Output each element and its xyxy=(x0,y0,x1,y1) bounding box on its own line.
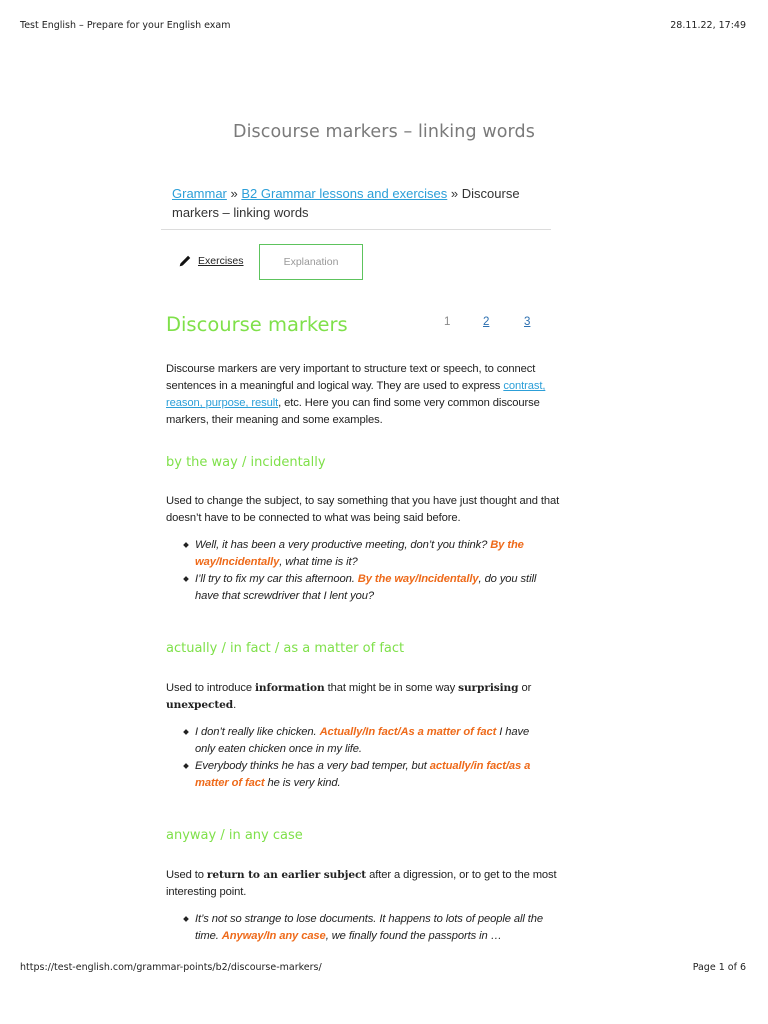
page-link-1[interactable]: 1 xyxy=(444,316,451,328)
print-footer-url: https://test-english.com/grammar-points/b2/discourse-markers/ xyxy=(20,962,322,973)
print-header-datetime: 28.11.22, 17:49 xyxy=(670,20,746,31)
breadcrumb-link-b2-lessons[interactable]: B2 Grammar lessons and exercises xyxy=(241,186,448,201)
example-item xyxy=(182,911,552,945)
example-text: , what time is it? xyxy=(279,556,358,568)
tab-bar xyxy=(161,244,381,280)
intro-text-before: Discourse markers are very important to structure text or speech, to connect sentences in a meaningful and logical way. They are used to express xyxy=(166,363,536,392)
tab-exercises-label: Exercises xyxy=(198,255,244,267)
pagination xyxy=(440,316,540,332)
example-text: , do you still have that screwdriver that I lent you? xyxy=(195,573,537,602)
example-item xyxy=(182,724,552,758)
pencil-icon xyxy=(178,254,192,268)
subheading-by-the-way: by the way / incidentally xyxy=(166,455,326,470)
breadcrumb-current: Discourse markers – linking words xyxy=(172,186,520,220)
print-footer xyxy=(20,962,746,976)
example-highlight: actually/in fact/as a matter of fact xyxy=(195,760,531,789)
example-list xyxy=(182,537,552,605)
intro-link-contrast-reason-purpose-result[interactable]: contrast, reason, purpose, result xyxy=(166,380,546,409)
desc-text: that might be in some way xyxy=(324,682,459,694)
intro-paragraph xyxy=(166,361,562,429)
breadcrumb-separator: » xyxy=(447,186,462,201)
breadcrumb-link-grammar[interactable]: Grammar xyxy=(172,186,227,201)
desc-text: Used to introduce xyxy=(166,682,255,694)
tab-exercises[interactable] xyxy=(178,254,244,268)
example-text: It’s not so strange to lose documents. It happens to lots of people all the time. xyxy=(195,913,544,942)
example-item xyxy=(182,537,552,571)
page-title: Discourse markers – linking words xyxy=(233,122,535,142)
section-description xyxy=(166,867,562,901)
example-highlight: Actually/In fact/As a matter of fact xyxy=(319,726,497,738)
example-text: I don’t really like chicken. xyxy=(195,726,320,738)
desc-text: or xyxy=(518,682,532,694)
example-highlight: Anyway/In any case xyxy=(221,930,326,942)
example-text: I have only eaten chicken once in my life. xyxy=(195,726,530,755)
desc-text: . xyxy=(233,699,237,711)
desc-bold: unexpected xyxy=(166,699,234,711)
example-highlight: By the way/Incidentally xyxy=(195,539,524,568)
desc-text: Used to xyxy=(166,869,207,881)
desc-bold: surprising xyxy=(458,682,519,694)
example-list xyxy=(182,911,552,945)
example-text: I’ll try to fix my car this afternoon. xyxy=(195,573,358,585)
example-list xyxy=(182,724,552,792)
desc-bold: information xyxy=(255,682,325,694)
example-item xyxy=(182,571,552,605)
example-text: he is very kind. xyxy=(264,777,341,789)
print-header-title: Test English – Prepare for your English exam xyxy=(20,20,231,31)
subheading-anyway: anyway / in any case xyxy=(166,828,303,843)
section-heading: Discourse markers xyxy=(166,313,348,336)
tab-explanation[interactable]: Explanation xyxy=(259,244,363,280)
example-text: , we finally found the passports in … xyxy=(325,930,502,942)
section-description: Used to change the subject, to say something that you have just thought and that doesn’t have to be connected to what was being said before. xyxy=(166,495,560,524)
breadcrumb xyxy=(161,172,551,230)
section-description xyxy=(166,680,562,714)
intro-text-after: , etc. Here you can find some very common discourse markers, their meaning and some examples. xyxy=(166,397,540,426)
page-link-2[interactable]: 2 xyxy=(483,316,490,328)
example-text: Everybody thinks he has a very bad temper, but xyxy=(195,760,430,772)
example-text: Well, it has been a very productive meeting, don’t you think? xyxy=(195,539,491,551)
print-header xyxy=(20,20,746,34)
example-highlight: By the way/Incidentally xyxy=(357,573,479,585)
desc-bold: return to an earlier subject xyxy=(206,869,367,881)
breadcrumb-separator: » xyxy=(226,186,242,201)
subheading-actually-in-fact: actually / in fact / as a matter of fact xyxy=(166,641,405,656)
desc-text: after a digression, or to get to the most interesting point. xyxy=(166,869,557,898)
example-item xyxy=(182,758,552,792)
print-footer-page-number: Page 1 of 6 xyxy=(692,962,746,973)
page-link-3[interactable]: 3 xyxy=(524,316,531,328)
